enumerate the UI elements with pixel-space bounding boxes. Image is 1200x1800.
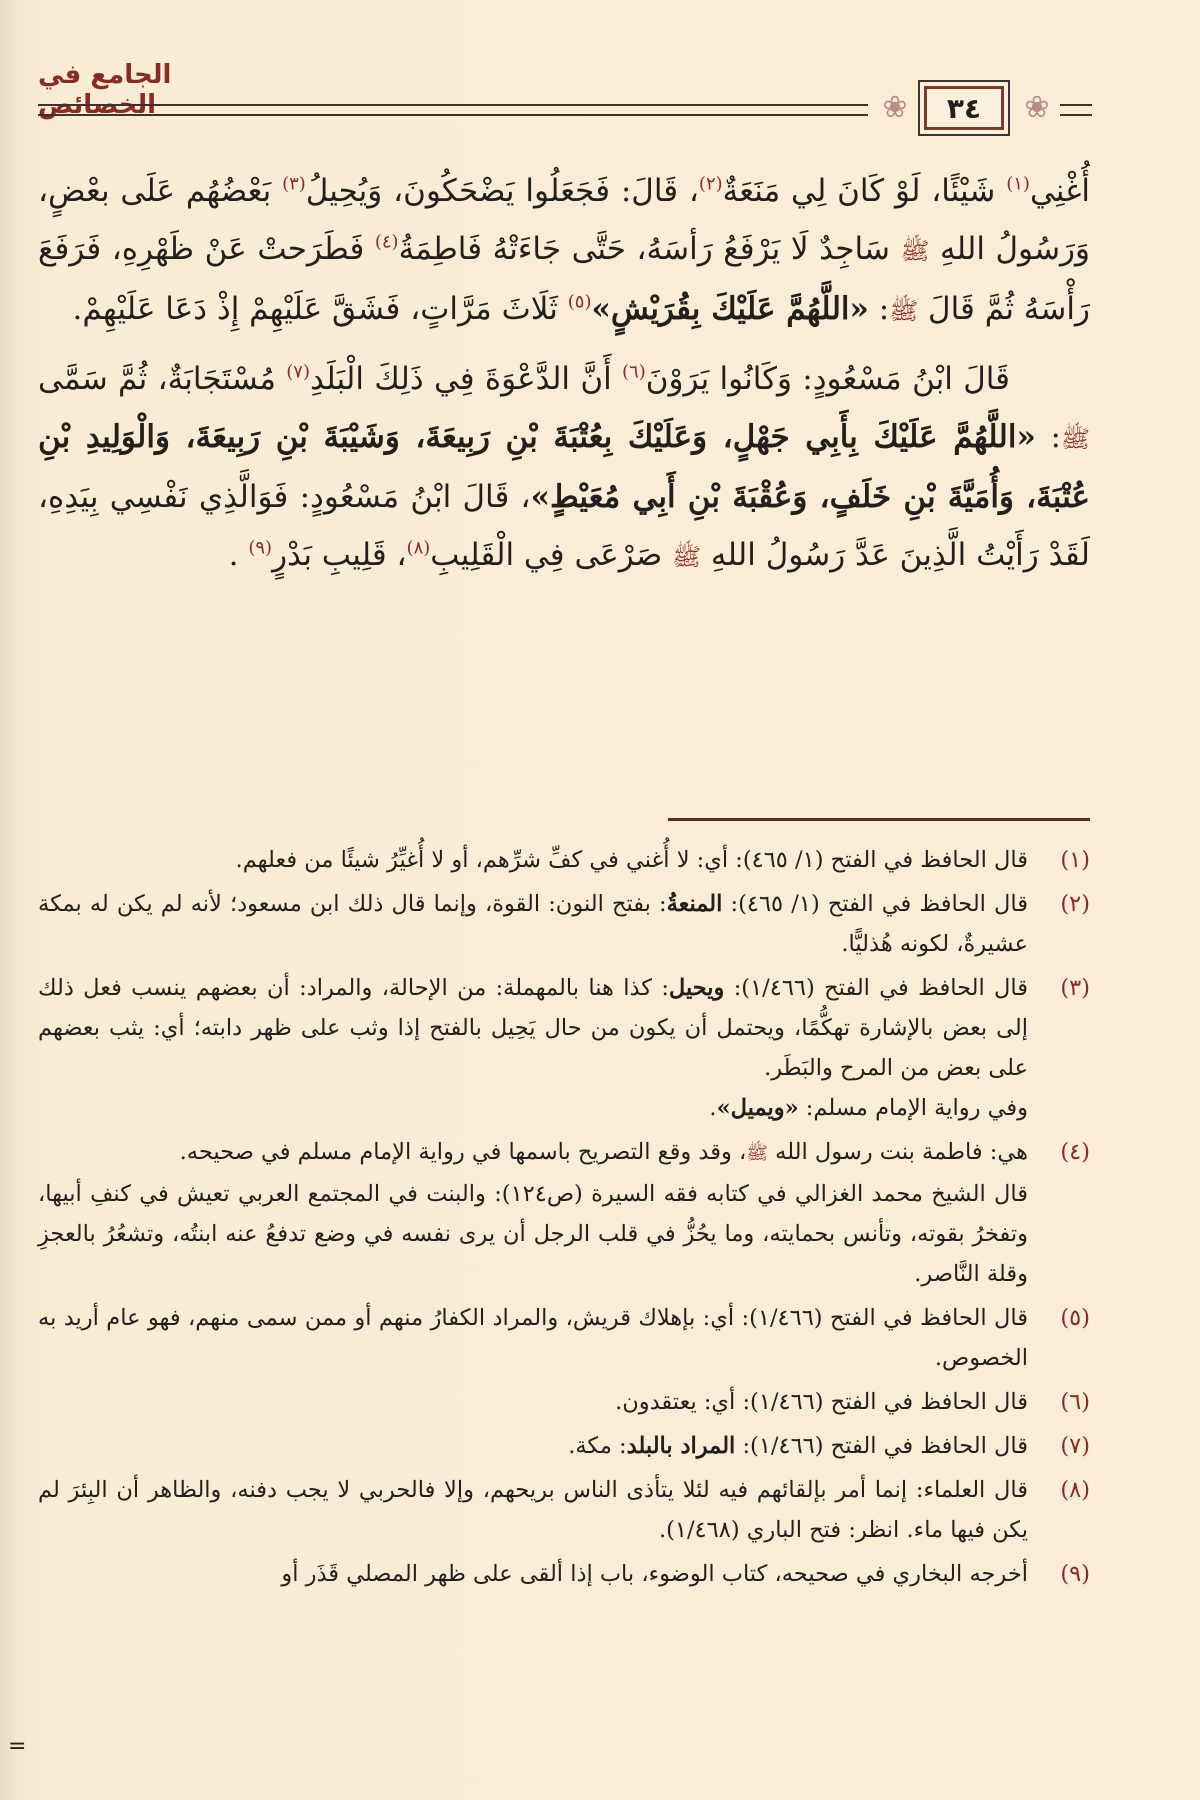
footnote-text bbox=[38, 1132, 1028, 1174]
paragraph bbox=[38, 350, 1090, 586]
footnote-ref[interactable]: (٨) bbox=[406, 537, 431, 559]
footnote-text bbox=[38, 968, 1028, 1088]
salawat-ligature-icon: ﷺ bbox=[889, 297, 919, 325]
text-run: مُسْتَجَابَةٌ، ثُمَّ سَمَّى bbox=[38, 361, 287, 397]
footnote-ref[interactable]: (١) bbox=[1006, 173, 1030, 195]
footnotes bbox=[38, 840, 1090, 1598]
salawat-ligature-icon: ﷺ bbox=[672, 543, 702, 571]
text-run: ، قَلِيبِ بَدْرٍ bbox=[272, 537, 407, 573]
text-run: قال الحافظ في الفتح (١/٤٦٦): bbox=[735, 1433, 1028, 1459]
text-run: قال الحافظ في الفتح (١/٤٦٦): bbox=[724, 975, 1028, 1001]
text-run: ، قَالَ: فَجَعَلُوا يَضْحَكُونَ، وَيُحِيلُ bbox=[305, 173, 699, 209]
text-run: قال الحافظ في الفتح (١/ ٤٦٥): bbox=[722, 891, 1028, 917]
paragraph bbox=[38, 162, 1090, 340]
footnote-5 bbox=[38, 1298, 1090, 1378]
footnote-text bbox=[38, 884, 1028, 964]
footnote-3 bbox=[38, 968, 1090, 1128]
text-run: : مكة. bbox=[568, 1433, 627, 1459]
text-run: ، وقد وقع التصريح باسمها في رواية الإمام مسلم في صحيحه. bbox=[179, 1139, 747, 1165]
text-run: أُغْنِي bbox=[1029, 173, 1090, 209]
page-number-frame bbox=[918, 80, 1010, 136]
footnote-number: (٢) bbox=[1060, 891, 1090, 917]
quoted-supplication: «اللَّهُمَّ عَلَيْكَ بِقُرَيْشٍ» bbox=[591, 291, 869, 327]
text-run: : bbox=[868, 291, 890, 327]
footnote-text: قال الشيخ محمد الغزالي في كتابه فقه السيرة (ص١٢٤): والبنت في المجتمع العربي تعيش في كنفِ أبيها، وتفخرُ بقوته، وتأنس بحمايته، وما يحُزُّ في قلب الرجل أن يرى نفسه في وضع تدفعُ عنه ابنتُه، وتشعُرُ بالعجزِ وقلة النَّاصر. bbox=[38, 1181, 1029, 1287]
footnote-number: (٥) bbox=[1060, 1305, 1090, 1331]
footnote-ref[interactable]: (٣) bbox=[282, 173, 306, 195]
footnote-ref[interactable]: (٤) bbox=[374, 231, 399, 253]
floral-ornament-icon: ❀ bbox=[1024, 90, 1050, 125]
text-run: وفي رواية الإمام مسلم: bbox=[798, 1095, 1028, 1121]
text-run: . bbox=[709, 1095, 717, 1121]
footnote-text: قال الحافظ في الفتح (١/٤٦٦): أي: بإهلاك قريش، والمراد الكفارُ منهم أو ممن سمى منهم، فهو عام أريد به الخصوص. bbox=[38, 1305, 1028, 1371]
footnote-number: (٩) bbox=[1060, 1561, 1090, 1587]
footnote-1 bbox=[38, 840, 1090, 880]
text-run: : بفتح النون: القوة، وإنما قال ذلك ابن مسعود؛ لأنه لم يكن له بمكة عشيرةٌ، لكونه هُذليًّا. bbox=[38, 891, 1028, 957]
salawat-ligature-icon: ﷺ bbox=[746, 1143, 768, 1164]
header-double-rule bbox=[38, 104, 868, 116]
text-run: هي: فاطمة بنت رسول الله bbox=[767, 1139, 1028, 1165]
text-run: فَطَرَحتْ عَنْ ظَهْرِهِ، فَرَفَعَ رَأْسَهُ ثُمَّ قَالَ bbox=[38, 231, 1090, 327]
quoted-supplication: «اللَّهُمَّ عَلَيْكَ بِأَبِي جَهْلٍ، وَعَلَيْكَ بِعُتْبَةَ بْنِ رَبِيعَةَ، وَشَيْبَةَ بْنِ رَبِيعَةَ، وَالْوَلِيدِ بْنِ عُتْبَةَ، وَأُمَيَّةَ بْنِ خَلَفٍ، وَعُقْبَةَ بْنِ أَبِي مُعَيْطٍ» bbox=[38, 419, 1091, 515]
text-run: ، قَالَ ابْنُ مَسْعُودٍ: فَوَالَّذِي نَفْسِي بِيَدِهِ، لَقَدْ رَأَيْتُ الَّذِينَ عَدَّ رَسُولُ اللهِ bbox=[38, 479, 1090, 573]
salawat-ligature-icon: ﷺ bbox=[900, 237, 930, 265]
footnote-text: أخرجه البخاري في صحيحه، كتاب الوضوء، باب إذا ألقى على ظهر المصلي قَذَر أو bbox=[281, 1561, 1028, 1587]
footnote-number: (٨) bbox=[1060, 1477, 1090, 1503]
footnote-divider bbox=[668, 818, 1090, 821]
footnote-4 bbox=[38, 1132, 1090, 1294]
footnote-ref[interactable]: (٦) bbox=[622, 361, 646, 383]
text-run: صَرْعَى فِي الْقَلِيبِ bbox=[430, 537, 673, 573]
footnote-number: (٦) bbox=[1060, 1389, 1090, 1415]
text-run: . bbox=[228, 537, 249, 573]
header-double-rule-end bbox=[1060, 104, 1092, 116]
running-title: الجامع في الخصائص bbox=[38, 60, 172, 120]
footnote-6 bbox=[38, 1382, 1090, 1422]
text-run: بَعْضُهُم عَلَى بعْضٍ، وَرَسُولُ اللهِ bbox=[38, 173, 1090, 267]
text-run: سَاجِدٌ لَا يَرْفَعُ رَأسَهُ، حَتَّى جَاءَتْهُ فَاطِمَةُ bbox=[398, 231, 901, 267]
text-run: ثَلَاثَ مَرَّاتٍ، فَشَقَّ عَلَيْهِمْ إِذْ دَعَا عَلَيْهِمْ. bbox=[72, 291, 568, 327]
footnote-ref[interactable]: (٧) bbox=[286, 361, 310, 383]
footnote-number: (١) bbox=[1060, 847, 1090, 873]
salawat-ligature-icon: ﷺ bbox=[1061, 425, 1090, 453]
continuation-mark: = bbox=[8, 1734, 27, 1759]
text-run: : كذا هنا بالمهملة: من الإحالة، والمراد: أن بعضهم ينسب فعل ذلك إلى بعض بالإشارة تهكُّمًا، ويحتمل أن يكون من حال يَحِيل بالفتح إذا وثب على ظهر دابته؛ أي: يثب بعضهم على بعض من المرح والبَطَر. bbox=[38, 975, 1028, 1081]
main-text bbox=[38, 162, 1090, 586]
footnote-ref[interactable]: (٥) bbox=[567, 291, 592, 313]
bold-term: المراد بالبلد bbox=[626, 1433, 736, 1459]
footnote-text bbox=[38, 1426, 1028, 1466]
footnote-number: (٣) bbox=[1060, 975, 1090, 1001]
footnote-text bbox=[38, 1088, 1028, 1128]
footnote-7 bbox=[38, 1426, 1090, 1466]
text-run: أَنَّ الدَّعْوَةَ فِي ذَلِكَ الْبَلَدِ bbox=[310, 361, 623, 397]
bold-term: «ويميل» bbox=[716, 1095, 799, 1121]
page-number: ٣٤ bbox=[924, 86, 1004, 130]
footnote-ref[interactable]: (٩) bbox=[248, 537, 273, 559]
footnote-2 bbox=[38, 884, 1090, 964]
floral-ornament-icon: ❀ bbox=[882, 90, 908, 125]
footnote-8 bbox=[38, 1470, 1090, 1550]
text-run: : bbox=[1035, 419, 1061, 455]
footnote-ref[interactable]: (٢) bbox=[698, 173, 723, 195]
footnote-number: (٤) bbox=[1060, 1139, 1090, 1165]
footnote-number: (٧) bbox=[1060, 1433, 1090, 1459]
text-run: قَالَ ابْنُ مَسْعُودٍ: وَكَانُوا يَرَوْنَ bbox=[645, 361, 1011, 397]
footnote-text: قال العلماء: إنما أمر بإلقائهم فيه لئلا يتأذى الناس بريحهم، وإلا فالحربي لا يجب دفنه، والظاهر أن البِئرَ لم يكن فيها ماء. انظر: فتح الباري (١/٤٦٨). bbox=[38, 1477, 1028, 1543]
footnote-text: قال الحافظ في الفتح (١/٤٦٦): أي: يعتقدون. bbox=[615, 1389, 1028, 1415]
text-run: شَيْئًا، لَوْ كَانَ لِي مَنَعَةٌ bbox=[722, 173, 1007, 209]
footnote-text: قال الحافظ في الفتح (١/ ٤٦٥): أي: لا أُغني في كفِّ شرِّهم، أو لا أُغيِّرُ شيئًا من فعلهم. bbox=[235, 847, 1028, 873]
bold-term: ويحيل bbox=[668, 975, 725, 1001]
footnote-9 bbox=[38, 1554, 1090, 1594]
bold-term: المنعةُ bbox=[666, 891, 723, 917]
